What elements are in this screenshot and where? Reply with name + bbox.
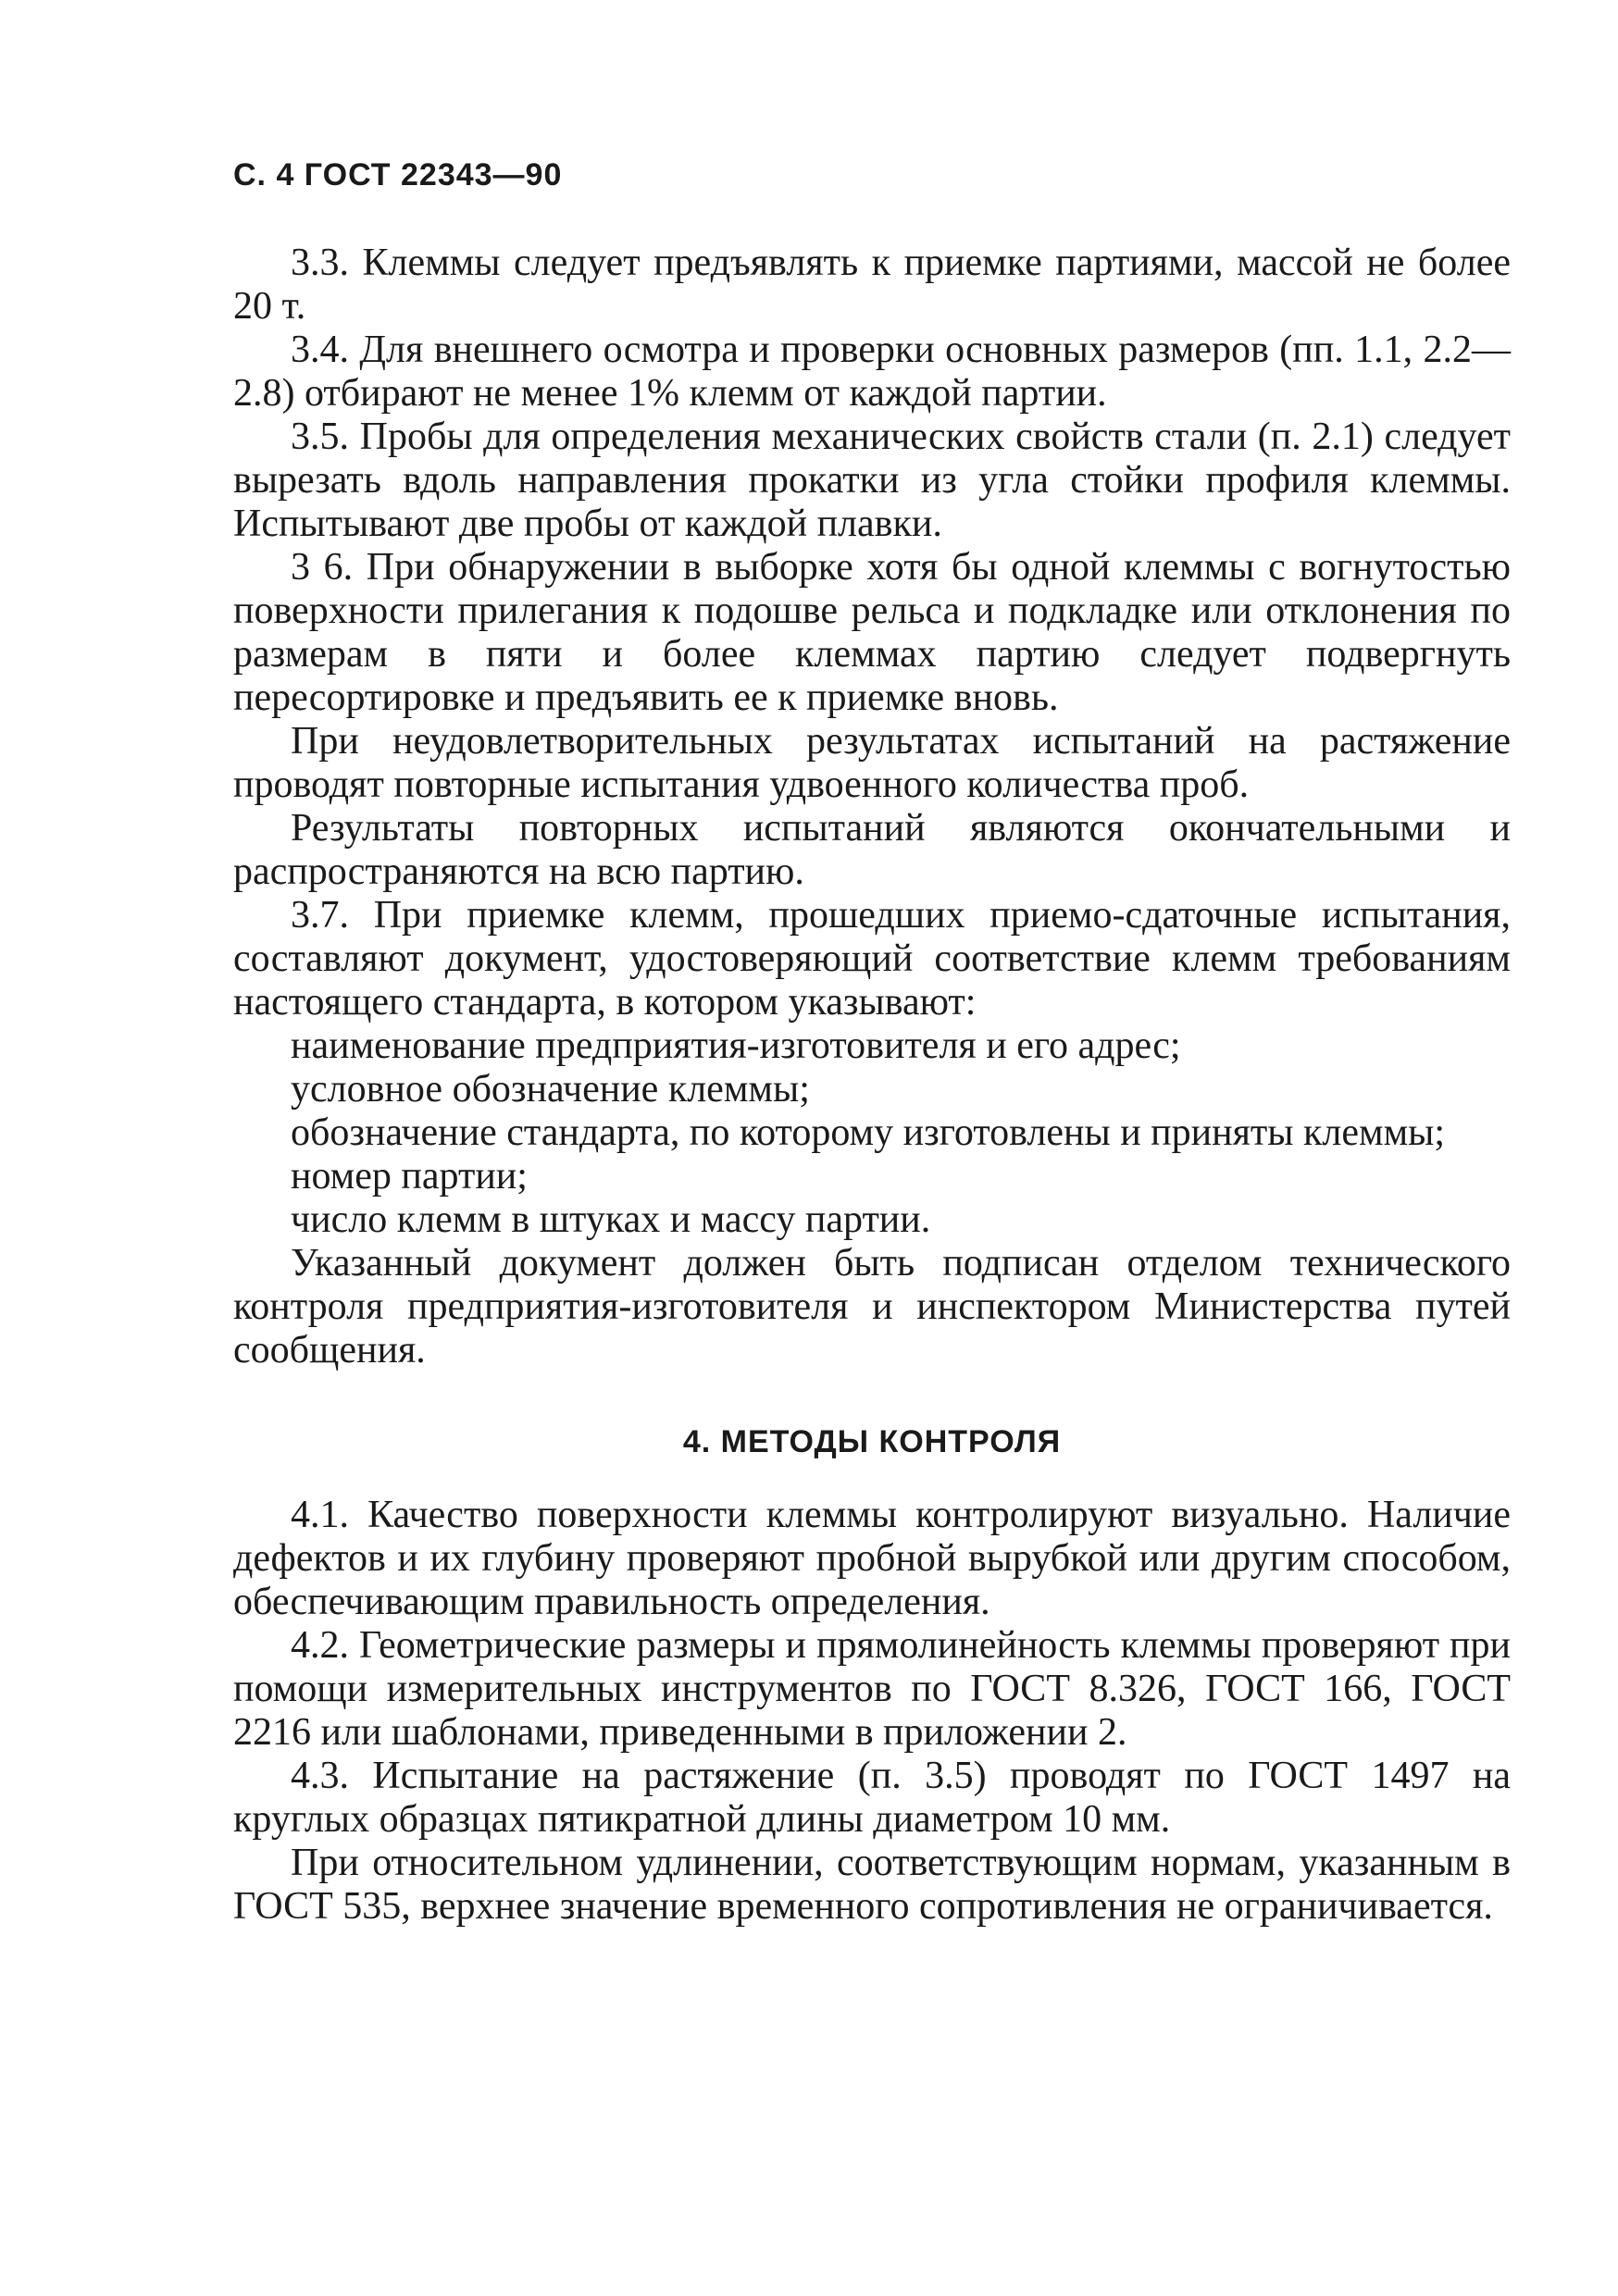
paragraph-3-6: 3 6. При обнаружении в выборке хотя бы одной клеммы с вогнутостью поверхности прилегания к подошве рельса и подкладке или отклонения по размерам в пяти и более клеммах партию следует подвергнуть пересортировке и предъявить ее к приемке вновь. xyxy=(233,546,1511,719)
paragraph-4-2: 4.2. Геометрические размеры и прямолинейность клеммы проверяют при помощи измерительных инструментов по ГОСТ 8.326, ГОСТ 166, ГОСТ 2216 или шаблонами, приведенными в приложении 2. xyxy=(233,1624,1511,1754)
page-header: С. 4 ГОСТ 22343—90 xyxy=(233,157,563,192)
list-item: наименование предприятия-изготовителя и его адрес; xyxy=(291,1024,1181,1067)
list-item: условное обозначение клеммы; xyxy=(291,1068,810,1111)
paragraph-4-1: 4.1. Качество поверхности клеммы контролируют визуально. Наличие дефектов и их глубину проверяют пробной вырубкой или другим способом, обеспечивающим правильность определения. xyxy=(233,1494,1511,1623)
document-page xyxy=(233,157,1511,1929)
paragraph-3-6-retest: При неудовлетворительных результатах испытаний на растяжение проводят повторные испытания удвоенного количества проб. xyxy=(233,720,1511,806)
list-item: номер партии; xyxy=(291,1155,528,1198)
paragraph-3-5: 3.5. Пробы для определения механических свойств стали (п. 2.1) следует вырезать вдоль направления прокатки из угла стойки профиля клеммы. Испытывают две пробы от каждой плавки. xyxy=(233,416,1511,545)
paragraph-3-7: 3.7. При приемке клемм, прошедших приемо-сдаточные испытания, составляют документ, удостоверяющий соответствие клемм требованиям настоящего стандарта, в котором указывают: xyxy=(233,894,1511,1024)
paragraph-4-3-elongation: При относительном удлинении, соответствующим нормам, указанным в ГОСТ 535, верхнее значение временного сопротивления не ограничивается. xyxy=(233,1842,1511,1928)
list-item: число клемм в штуках и массу партии. xyxy=(291,1198,931,1241)
paragraph-3-3: 3.3. Клеммы следует предъявлять к приемке партиями, массой не более 20 т. xyxy=(233,242,1511,328)
list-item: обозначение стандарта, по которому изготовлены и приняты клеммы; xyxy=(291,1111,1446,1154)
paragraph-4-3: 4.3. Испытание на растяжение (п. 3.5) проводят по ГОСТ 1497 на круглых образцах пятикратной длины диаметром 10 мм. xyxy=(233,1755,1511,1841)
paragraph-3-4: 3.4. Для внешнего осмотра и проверки основных размеров (пп. 1.1, 2.2—2.8) отбирают не менее 1% клемм от каждой партии. xyxy=(233,329,1511,415)
paragraph-document-signature: Указанный документ должен быть подписан отделом технического контроля предприятия-изготовителя и инспектором Министерства путей сообщения. xyxy=(233,1242,1511,1371)
paragraph-3-6-results: Результаты повторных испытаний являются окончательными и распространяются на всю партию. xyxy=(233,807,1511,893)
section-title: 4. МЕТОДЫ КОНТРОЛЯ xyxy=(682,1424,1062,1459)
